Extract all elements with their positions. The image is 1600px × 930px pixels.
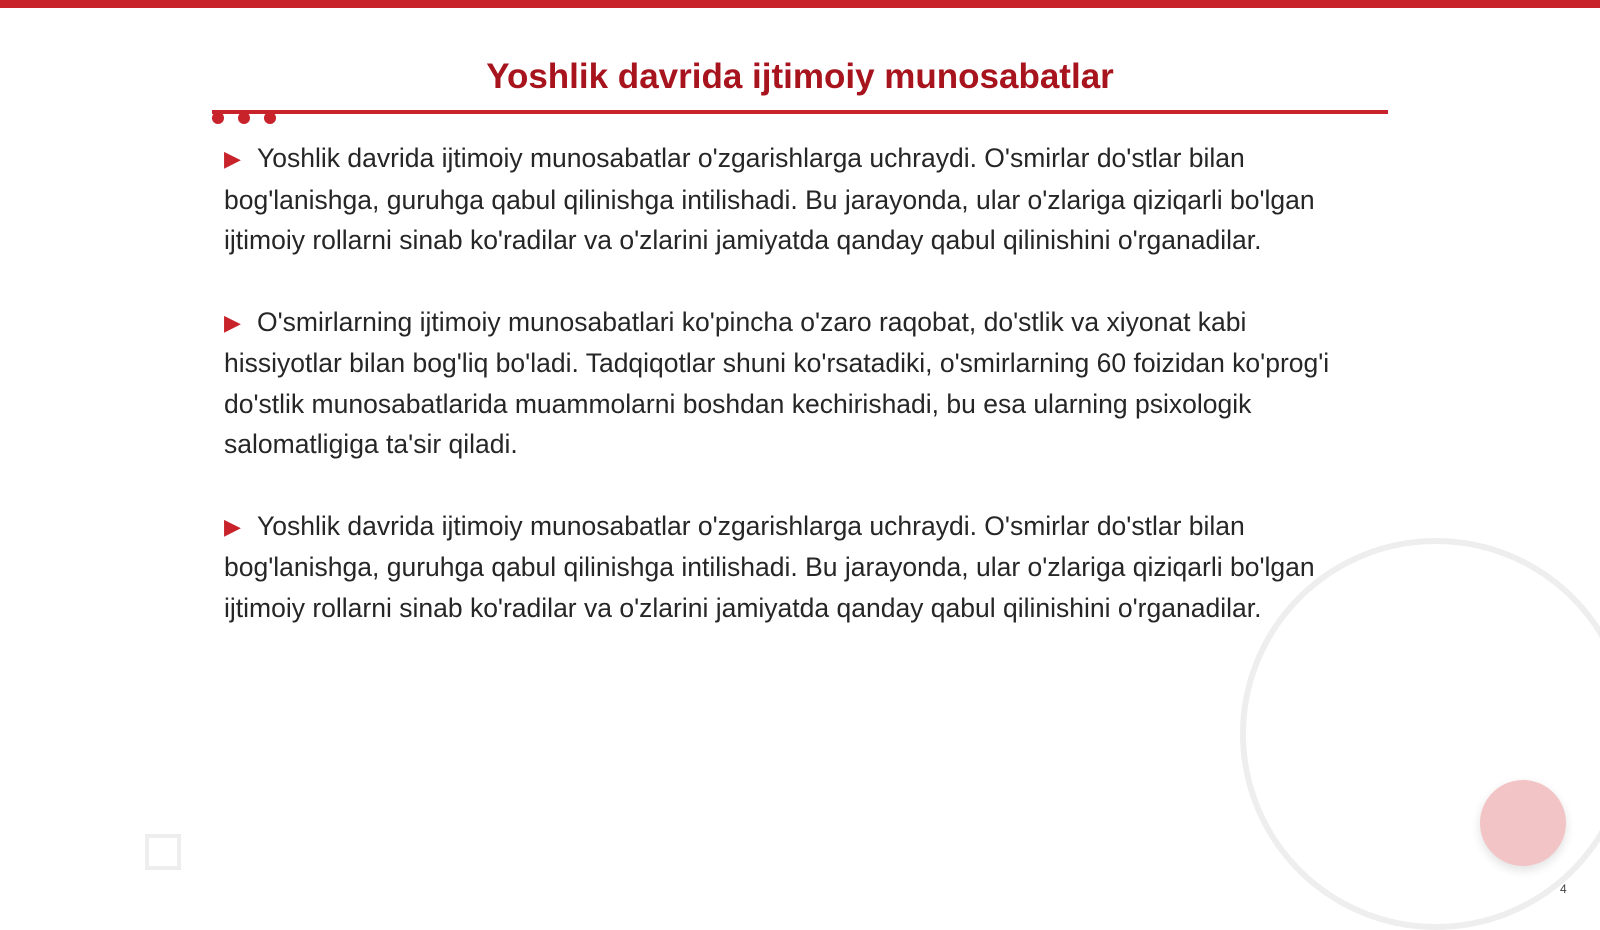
underline-dot <box>238 112 250 124</box>
top-accent-bar <box>0 0 1600 8</box>
page-number: 4 <box>1560 882 1567 896</box>
triangle-bullet-icon: ▶ <box>224 513 241 539</box>
decorative-circle <box>1480 780 1566 866</box>
paragraph-text: Yoshlik davrida ijtimoiy munosabatlar o'zgarishlarga uchraydi. O'smirlar do'stlar bilan bog'lanishga, guruhga qabul qilinishga intilishadi. Bu jarayonda, ular o'zlariga qiziqarli bo'lgan ijtimoiy rollarni sinab ko'radilar va o'zlarini jamiyatda qanday qabul qilinishini o'rganadilar. <box>224 510 1315 623</box>
slide-title: Yoshlik davrida ijtimoiy munosabatlar <box>486 57 1114 96</box>
paragraph-text: Yoshlik davrida ijtimoiy munosabatlar o'zgarishlarga uchraydi. O'smirlar do'stlar bilan bog'lanishga, guruhga qabul qilinishga intilishadi. Bu jarayonda, ular o'zlariga qiziqarli bo'lgan ijtimoiy rollarni sinab ko'radilar va o'zlarini jamiyatda qanday qabul qilinishini o'rganadilar. <box>224 143 1315 255</box>
paragraph-text: O'smirlarning ijtimoiy munosabatlari ko'pincha o'zaro raqobat, do'stlik va xiyonat kabi hissiyotlar bilan bog'liq bo'ladi. Tadqiqotlar shuni ko'rsatadiki, o'smirlarning 60 foizidan ko'prog'i do'stlik munosabatlarida muammolarni boshdan kechirishadi, bu esa ularning psixologik salomatligiga ta'sir qiladi. <box>224 306 1330 459</box>
triangle-bullet-icon: ▶ <box>224 309 241 335</box>
underline-dot <box>212 112 224 124</box>
bullet-paragraph <box>224 138 1364 261</box>
bullet-paragraph <box>224 506 1364 629</box>
triangle-bullet-icon: ▶ <box>224 146 241 171</box>
title-underline <box>212 110 1388 114</box>
underline-dot <box>264 112 276 124</box>
decorative-square <box>145 834 181 870</box>
bullet-paragraph <box>224 302 1364 465</box>
slide-body <box>224 138 1364 669</box>
title-underline-dots <box>212 112 276 126</box>
